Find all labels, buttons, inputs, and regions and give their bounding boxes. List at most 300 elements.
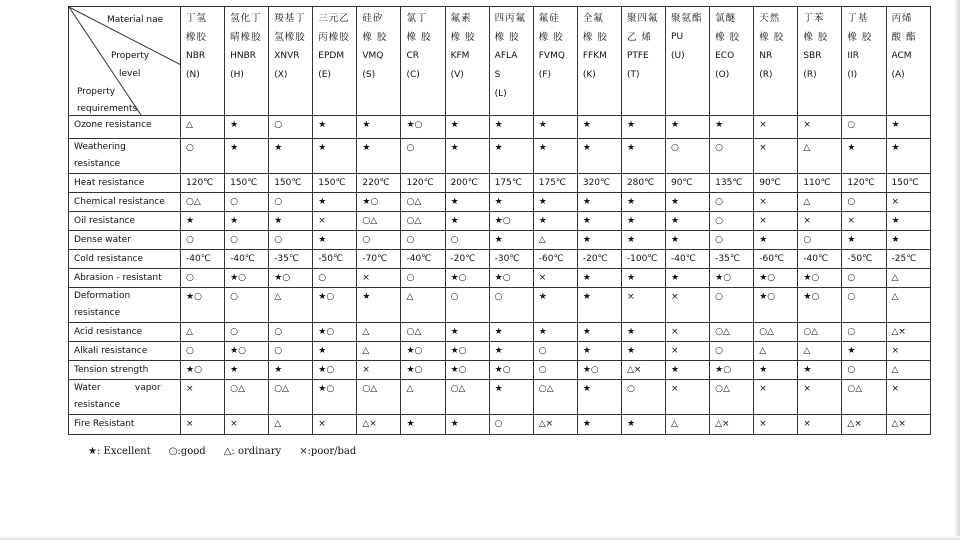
rating-cell: ○ — [710, 139, 754, 174]
rating-cell: ★ — [445, 323, 489, 342]
material-chinese-name: 氟素 — [450, 13, 472, 24]
material-header-cell — [445, 7, 489, 116]
rating-cell: ○ — [357, 231, 401, 250]
rating-cell: ★ — [666, 269, 710, 288]
rating-cell: ○ — [225, 323, 269, 342]
rating-cell: ★ — [445, 139, 489, 174]
rating-cell: ★ — [666, 212, 710, 231]
rating-cell: ★○ — [401, 342, 445, 361]
rating-cell: -35℃ — [269, 250, 313, 269]
rating-cell: × — [666, 380, 710, 415]
rating-cell: ○ — [269, 323, 313, 342]
material-chinese-name-2: 橡 胶 — [538, 32, 564, 43]
property-label-cell — [69, 212, 181, 231]
rating-cell: ★○ — [445, 361, 489, 380]
rating-cell: × — [754, 380, 798, 415]
rating-cell: ★○ — [754, 269, 798, 288]
rating-cell: △ — [533, 231, 577, 250]
material-header-cell — [621, 7, 665, 116]
rating-cell: ★ — [313, 139, 357, 174]
property-label-cell — [69, 231, 181, 250]
rating-cell: ★○ — [313, 288, 357, 323]
rating-cell: × — [798, 415, 842, 435]
property-requirements-label: Property — [77, 87, 116, 97]
material-chinese-name: 三元乙 — [318, 13, 350, 24]
property-requirements-label-2: requirements — [77, 104, 138, 114]
rating-cell: ★ — [577, 380, 621, 415]
property-row — [69, 361, 931, 380]
property-row — [69, 116, 931, 139]
rating-cell: × — [313, 415, 357, 435]
property-label-cell — [69, 139, 181, 174]
material-code: IIR — [847, 51, 859, 61]
rating-cell: ★ — [269, 139, 313, 174]
rating-cell: ★○ — [401, 116, 445, 139]
rating-cell: ★ — [577, 116, 621, 139]
rating-cell: ★ — [357, 116, 401, 139]
rating-cell: ★ — [313, 342, 357, 361]
rating-cell: ★ — [621, 269, 665, 288]
property-label: Alkali resistance — [74, 346, 148, 356]
rating-cell: × — [225, 415, 269, 435]
property-label: Ozone resistance — [74, 120, 152, 130]
material-code: KFM — [450, 51, 470, 61]
rating-cell: 150℃ — [886, 174, 930, 193]
material-header-cell — [225, 7, 269, 116]
rating-cell: 280℃ — [621, 174, 665, 193]
rating-cell: ★ — [489, 116, 533, 139]
rating-cell: ★ — [313, 231, 357, 250]
rating-cell: △ — [269, 288, 313, 323]
rating-cell: × — [754, 212, 798, 231]
material-chinese-name: 氯醚 — [715, 13, 737, 24]
property-label: Weathering — [74, 142, 126, 152]
rating-cell: × — [621, 288, 665, 323]
rating-cell: 120℃ — [401, 174, 445, 193]
property-label: Acid resistance — [74, 327, 143, 337]
rating-cell: ★ — [666, 116, 710, 139]
property-label: Cold resistance — [74, 254, 144, 264]
page-edge-shadow — [954, 0, 960, 540]
material-code: HNBR — [230, 51, 257, 61]
rating-cell: ★ — [577, 323, 621, 342]
property-label-cell — [69, 174, 181, 193]
material-code: PTFE — [626, 51, 649, 61]
rating-cell: ○△ — [401, 212, 445, 231]
rating-cell: × — [754, 193, 798, 212]
rating-cell: -100℃ — [621, 250, 665, 269]
rating-cell: △ — [666, 415, 710, 435]
rating-cell: ★ — [445, 212, 489, 231]
rating-cell: ○ — [710, 231, 754, 250]
rating-cell: ★ — [842, 342, 886, 361]
material-abbreviation: (R) — [803, 70, 817, 80]
property-label: Tension strength — [74, 365, 149, 375]
rating-cell: ★ — [225, 139, 269, 174]
rating-cell: ★ — [621, 116, 665, 139]
rating-cell: ★○ — [577, 361, 621, 380]
rating-cell: × — [181, 380, 225, 415]
legend-item: ○:good — [168, 446, 206, 457]
rating-cell: ★ — [621, 193, 665, 212]
rating-cell: ○ — [621, 380, 665, 415]
property-row — [69, 342, 931, 361]
rating-cell: ★○ — [313, 380, 357, 415]
property-label-cell — [69, 250, 181, 269]
rating-cell: 110℃ — [798, 174, 842, 193]
material-header-cell — [401, 7, 445, 116]
rating-cell: △ — [798, 342, 842, 361]
rating-cell: ★ — [489, 380, 533, 415]
rating-cell: ★○ — [710, 269, 754, 288]
rating-cell: × — [313, 212, 357, 231]
material-header-cell — [357, 7, 401, 116]
material-chinese-name: 全氟 — [582, 13, 604, 24]
rating-cell: ○ — [401, 231, 445, 250]
material-code: VMQ — [362, 51, 384, 61]
material-chinese-name-2: 橡 胶 — [362, 32, 388, 43]
material-header-cell — [181, 7, 225, 116]
rating-cell: ★○ — [225, 342, 269, 361]
rating-cell: ★ — [489, 193, 533, 212]
rating-cell: 220℃ — [357, 174, 401, 193]
rating-cell: ★○ — [489, 212, 533, 231]
rating-cell: ★ — [225, 116, 269, 139]
rating-cell: × — [666, 323, 710, 342]
rating-cell: △ — [401, 288, 445, 323]
rating-cell: ★ — [533, 212, 577, 231]
rating-cell: ○△ — [798, 323, 842, 342]
material-abbreviation: (T) — [626, 70, 640, 80]
rating-cell: × — [798, 116, 842, 139]
rating-cell: ○ — [401, 269, 445, 288]
material-header-cell — [798, 7, 842, 116]
rating-cell: 90℃ — [666, 174, 710, 193]
material-abbreviation: (H) — [230, 70, 244, 80]
material-code: PU — [671, 32, 684, 42]
material-code: FFKM — [582, 51, 607, 61]
rating-cell: ○ — [401, 139, 445, 174]
rating-cell: ○△ — [710, 323, 754, 342]
rating-cell: 135℃ — [710, 174, 754, 193]
rating-cell: ★ — [886, 212, 930, 231]
rating-cell: ★ — [666, 361, 710, 380]
rating-cell: ★○ — [269, 269, 313, 288]
material-code: CR — [406, 51, 420, 61]
material-header-cell — [533, 7, 577, 116]
legend-item: ×:poor/bad — [299, 446, 357, 457]
material-header-cell — [886, 7, 930, 116]
property-level-label-2: level — [119, 69, 141, 79]
rating-cell: ★○ — [181, 288, 225, 323]
rating-cell: ★ — [754, 231, 798, 250]
material-code: XNVR — [274, 51, 300, 61]
rating-cell: ★ — [666, 231, 710, 250]
property-label-cell — [69, 380, 181, 415]
material-header-cell — [577, 7, 621, 116]
material-chinese-name-2: 橡 胶 — [450, 32, 476, 43]
rating-cell: ★ — [577, 139, 621, 174]
rating-cell: ★○ — [313, 361, 357, 380]
material-abbreviation: (I) — [847, 70, 858, 80]
corner-header-cell — [69, 7, 181, 116]
rating-cell: ★ — [489, 231, 533, 250]
material-chinese-name-2: 橡胶 — [186, 32, 208, 43]
rating-cell: ★ — [886, 231, 930, 250]
material-abbreviation: (C) — [406, 70, 420, 80]
property-row — [69, 139, 931, 174]
property-row — [69, 380, 931, 415]
rating-cell: × — [357, 361, 401, 380]
property-row — [69, 231, 931, 250]
rating-cell: ★○ — [754, 288, 798, 323]
rating-cell: ★ — [533, 116, 577, 139]
rating-cell: △ — [754, 342, 798, 361]
rating-cell: ★ — [577, 415, 621, 435]
rating-cell: ★ — [577, 193, 621, 212]
rating-cell: △ — [798, 139, 842, 174]
material-chinese-name: 氯丁 — [406, 13, 428, 24]
rating-cell: × — [798, 212, 842, 231]
material-header-cell — [313, 7, 357, 116]
rating-cell: ★ — [269, 361, 313, 380]
rating-cell: ★ — [357, 288, 401, 323]
rating-cell: × — [886, 193, 930, 212]
rating-cell: ○ — [181, 231, 225, 250]
material-header-cell — [710, 7, 754, 116]
rating-cell: ★ — [357, 139, 401, 174]
rating-cell: ○△ — [445, 380, 489, 415]
rating-cell: ★ — [842, 231, 886, 250]
rating-cell: △ — [357, 342, 401, 361]
property-label: Water vapor — [74, 383, 161, 393]
rating-cell: △× — [710, 415, 754, 435]
material-code: SBR — [803, 51, 822, 61]
material-header-cell — [842, 7, 886, 116]
rating-cell: ○ — [842, 361, 886, 380]
material-abbreviation: (U) — [671, 51, 685, 61]
rating-cell: ○△ — [754, 323, 798, 342]
header-row — [69, 7, 931, 116]
material-abbreviation: (K) — [582, 70, 596, 80]
rating-cell: ○△ — [401, 323, 445, 342]
rating-cell: ★○ — [445, 269, 489, 288]
property-row — [69, 323, 931, 342]
rating-cell: -40℃ — [666, 250, 710, 269]
rating-cell: ★ — [754, 361, 798, 380]
rating-cell: ○ — [710, 288, 754, 323]
rating-cell: 200℃ — [445, 174, 489, 193]
property-label: Abrasion - resistant — [74, 273, 162, 283]
rating-cell: -40℃ — [225, 250, 269, 269]
material-chinese-name: 丙烯 — [891, 13, 913, 24]
material-header-cell — [269, 7, 313, 116]
rating-cell: ★ — [621, 139, 665, 174]
rating-cell: 120℃ — [181, 174, 225, 193]
material-abbreviation-2: (L) — [494, 89, 507, 99]
material-chinese-name: 丁氢 — [186, 13, 208, 24]
rating-cell: -25℃ — [886, 250, 930, 269]
rating-cell: △× — [886, 415, 930, 435]
rating-cell: 320℃ — [577, 174, 621, 193]
rating-cell: ○△ — [181, 193, 225, 212]
property-label: resistance — [74, 400, 121, 410]
material-header-cell — [489, 7, 533, 116]
rating-cell: × — [181, 415, 225, 435]
property-label-cell — [69, 323, 181, 342]
material-abbreviation: (X) — [274, 70, 288, 80]
rating-cell: ★○ — [357, 193, 401, 212]
rating-cell: ○ — [445, 231, 489, 250]
rating-cell: ○ — [181, 269, 225, 288]
rating-cell: ★○ — [489, 361, 533, 380]
material-chinese-name: 氢化丁 — [230, 13, 262, 24]
rating-cell: × — [754, 139, 798, 174]
rating-cell: ★ — [489, 323, 533, 342]
material-chinese-name: 四丙氟 — [494, 13, 527, 24]
rating-cell: × — [533, 269, 577, 288]
page-bottom-shadow — [0, 536, 960, 540]
property-label: Deformation — [74, 291, 131, 301]
material-header-cell — [754, 7, 798, 116]
rating-cell: ★ — [621, 212, 665, 231]
material-code: ACM — [891, 51, 912, 61]
rating-cell: ★○ — [225, 269, 269, 288]
rating-cell: -35℃ — [710, 250, 754, 269]
rating-cell: ○ — [269, 193, 313, 212]
rating-cell: -20℃ — [445, 250, 489, 269]
material-chinese-name-2: 橡 胶 — [715, 32, 741, 43]
material-chinese-name: 丁苯 — [803, 13, 825, 24]
material-chinese-name-2: 橡 胶 — [847, 32, 873, 43]
material-chinese-name-2: 晴橡胶 — [230, 32, 262, 43]
rating-cell: ★○ — [445, 342, 489, 361]
material-chinese-name-2: 酸 酯 — [891, 32, 917, 43]
material-chinese-name: 丁基 — [847, 13, 869, 24]
material-chinese-name-2: 丙橡胶 — [318, 32, 350, 43]
rating-cell: △ — [357, 323, 401, 342]
property-row — [69, 212, 931, 231]
rating-cell: △× — [357, 415, 401, 435]
material-abbreviation: (E) — [318, 70, 331, 80]
property-label-cell — [69, 288, 181, 323]
rating-cell: 150℃ — [269, 174, 313, 193]
rating-cell: ○ — [445, 288, 489, 323]
rating-cell: ○ — [710, 193, 754, 212]
material-chinese-name-2: 橡 胶 — [582, 32, 608, 43]
rating-cell: ○ — [842, 323, 886, 342]
rating-cell: ★ — [181, 212, 225, 231]
material-chinese-name-2: 橡 胶 — [494, 32, 520, 43]
rating-cell: △ — [181, 323, 225, 342]
rating-cell: △ — [886, 269, 930, 288]
rating-cell: ○ — [710, 342, 754, 361]
rating-cell: ○ — [181, 342, 225, 361]
rating-cell: ○△ — [401, 193, 445, 212]
rating-cell: × — [357, 269, 401, 288]
material-header-cell — [666, 7, 710, 116]
rating-cell: × — [754, 415, 798, 435]
rating-cell: ★ — [577, 288, 621, 323]
material-code: FVMQ — [538, 51, 565, 61]
rating-cell: ○ — [489, 288, 533, 323]
rating-cell: ★ — [445, 116, 489, 139]
rating-cell: ○ — [842, 193, 886, 212]
rating-cell: × — [666, 288, 710, 323]
rating-cell: ★○ — [313, 323, 357, 342]
material-property-table — [68, 6, 931, 435]
rating-cell: ★ — [577, 269, 621, 288]
property-label: resistance — [74, 159, 121, 169]
rating-cell: × — [754, 116, 798, 139]
material-code: NBR — [186, 51, 206, 61]
material-chinese-name: 氟硅 — [538, 13, 560, 24]
material-abbreviation: (O) — [715, 70, 730, 80]
rating-cell: -50℃ — [842, 250, 886, 269]
rating-cell: ★ — [401, 415, 445, 435]
material-code: AFLA — [494, 51, 518, 61]
material-chinese-name-2: 橡 胶 — [406, 32, 432, 43]
rating-cell: ★○ — [401, 361, 445, 380]
legend-item: ★: Excellent — [88, 446, 151, 457]
rating-cell: △× — [621, 361, 665, 380]
material-abbreviation: (A) — [891, 70, 905, 80]
rating-cell: ★ — [313, 193, 357, 212]
rating-cell: ○ — [225, 288, 269, 323]
property-row — [69, 193, 931, 212]
rating-cell: -20℃ — [577, 250, 621, 269]
rating-cell: ★ — [886, 116, 930, 139]
material-code: EPDM — [318, 51, 345, 61]
rating-cell: 150℃ — [225, 174, 269, 193]
rating-cell: ★○ — [181, 361, 225, 380]
rating-cell: ★ — [533, 139, 577, 174]
rating-cell: 90℃ — [754, 174, 798, 193]
material-abbreviation: (S) — [362, 70, 376, 80]
rating-cell: △× — [842, 415, 886, 435]
rating-cell: ○ — [842, 116, 886, 139]
rating-cell: △ — [401, 380, 445, 415]
property-label-cell — [69, 361, 181, 380]
material-code: NR — [759, 51, 773, 61]
rating-cell: ★ — [533, 288, 577, 323]
rating-cell: ★ — [489, 342, 533, 361]
rating-cell: -60℃ — [754, 250, 798, 269]
rating-cell: ★ — [621, 342, 665, 361]
rating-cell: ★ — [269, 212, 313, 231]
rating-cell: ○ — [181, 139, 225, 174]
rating-cell: ★ — [577, 342, 621, 361]
material-chinese-name: 聚氨酯 — [671, 13, 703, 24]
property-label-cell — [69, 415, 181, 435]
rating-cell: × — [842, 212, 886, 231]
rating-cell: 175℃ — [533, 174, 577, 193]
material-abbreviation: (N) — [186, 70, 200, 80]
rating-cell: ★ — [533, 193, 577, 212]
rating-cell: ○ — [269, 342, 313, 361]
rating-cell: ○ — [798, 231, 842, 250]
rating-cell: ○ — [225, 193, 269, 212]
rating-cell: × — [666, 342, 710, 361]
rating-cell: ○ — [842, 288, 886, 323]
property-label-cell — [69, 342, 181, 361]
legend-item: △: ordinary — [223, 446, 282, 457]
rating-cell: -40℃ — [181, 250, 225, 269]
rating-cell: ★ — [489, 139, 533, 174]
property-row — [69, 269, 931, 288]
property-label-cell — [69, 193, 181, 212]
rating-cell: ★ — [225, 361, 269, 380]
